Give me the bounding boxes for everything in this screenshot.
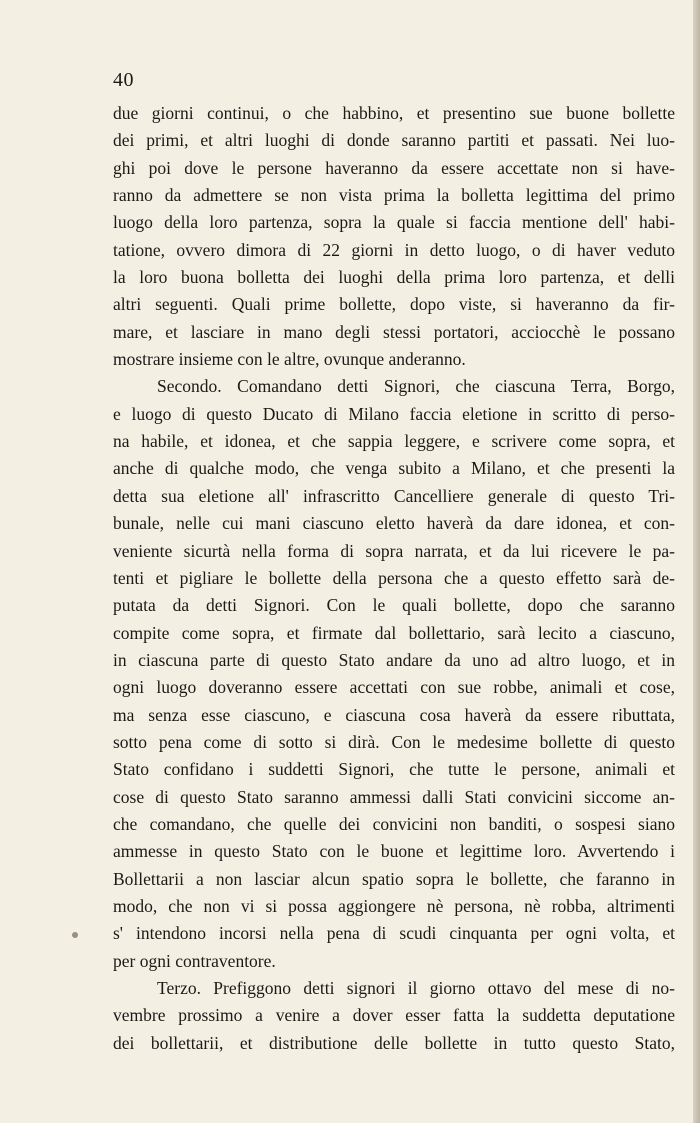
text-line: anche di qualche modo, che venga subito a Milano, et che presenti la [113,458,675,479]
text-line: in ciascuna parte di questo Stato andare da uno ad altro luogo, et in [113,649,675,670]
text-line: tatione, ovvero dimora di 22 giorni in detto luogo, o di haver veduto [113,239,675,260]
text-line: e luogo di questo Ducato di Milano faccia eletione in scritto di perso- [113,403,675,424]
paragraph-first-line: Secondo. Comandano detti Signori, che ciascuna Terra, Borgo, [157,376,675,397]
text-line: dei bollettarii, et distributione delle bollette in tutto questo Stato, [113,1032,675,1053]
text-line: ghi poi dove le persone haveranno da essere accettate non si have- [113,157,675,178]
text-line: putata da detti Signori. Con le quali bollette, dopo che saranno [113,595,675,616]
text-line: dei primi, et altri luoghi di donde saranno partiti et passati. Nei luo- [113,130,675,151]
paragraph-first-line: Terzo. Prefiggono detti signori il giorno ottavo del mese di no- [157,978,675,998]
text-line: mare, et lasciare in mano degli stessi portatori, acciocchè le possano [113,321,675,342]
text-line: compite come sopra, et firmate dal bollettario, sarà lecito a ciascuno, [113,622,675,643]
text-line: che comandano, che quelle dei convicini non banditi, o sospesi siano [113,813,675,834]
text-line: Bollettarii a non lasciar alcun spatio sopra le bollette, che faranno in [113,868,675,889]
text-line: vembre prossimo a venire a dover esser fatta la suddetta deputatione [113,1005,675,1026]
text-line: Stato confidano i suddetti Signori, che tutte le persone, animali et [113,759,675,780]
text-line: bunale, nelle cui mani ciascuno eletto haverà da dare idonea, et con- [113,513,675,534]
text-line: cose di questo Stato saranno ammessi dalli Stati convicini siccome an- [113,786,675,807]
margin-mark [72,932,78,938]
text-line: ranno da admettere se non vista prima la bolletta legittima del primo [113,185,675,206]
text-line: sotto pena come di sotto si dirà. Con le medesime bollette di questo [113,731,675,752]
paragraph-last-line: mostrare insieme con le altre, ovunque anderanno. [113,349,466,370]
text-line: ammesse in questo Stato con le buone et legittime loro. Avvertendo i [113,841,675,862]
body-text [113,100,675,1057]
text-line: s' intendono incorsi nella pena di scudi cinquanta per ogni volta, et [113,923,675,944]
text-line: luogo della loro partenza, sopra la quale si faccia mentione dell' habi- [113,212,675,233]
text-line: tenti et pigliare le bollette della persona che a questo effetto sarà de- [113,567,675,588]
text-line: ma senza esse ciascuno, e ciascuna cosa haverà da essere ributtata, [113,704,675,725]
text-line: na habile, et idonea, et che sappia leggere, e scrivere come sopra, et [113,431,675,452]
text-line: la loro buona bolletta dei luoghi della prima loro partenza, et delli [113,267,675,288]
paragraph-last-line: per ogni contraventore. [113,950,276,971]
text-line: veniente sicurtà nella forma di sopra narrata, et da lui ricevere le pa- [113,540,675,561]
text-line: ogni luogo doveranno essere accettati con sue robbe, animali et cose, [113,677,675,698]
text-line: modo, che non vi si possa aggiongere nè persona, nè robba, altrimenti [113,895,675,916]
text-line: altri seguenti. Quali prime bollette, dopo viste, si haveranno da fir- [113,294,675,315]
page-edge [693,0,700,1123]
text-line: detta sua eletione all' infrascritto Cancelliere generale di questo Tri- [113,485,675,506]
page-number: 40 [113,69,134,91]
text-line: due giorni continui, o che habbino, et presentino sue buone bollette [113,103,675,123]
